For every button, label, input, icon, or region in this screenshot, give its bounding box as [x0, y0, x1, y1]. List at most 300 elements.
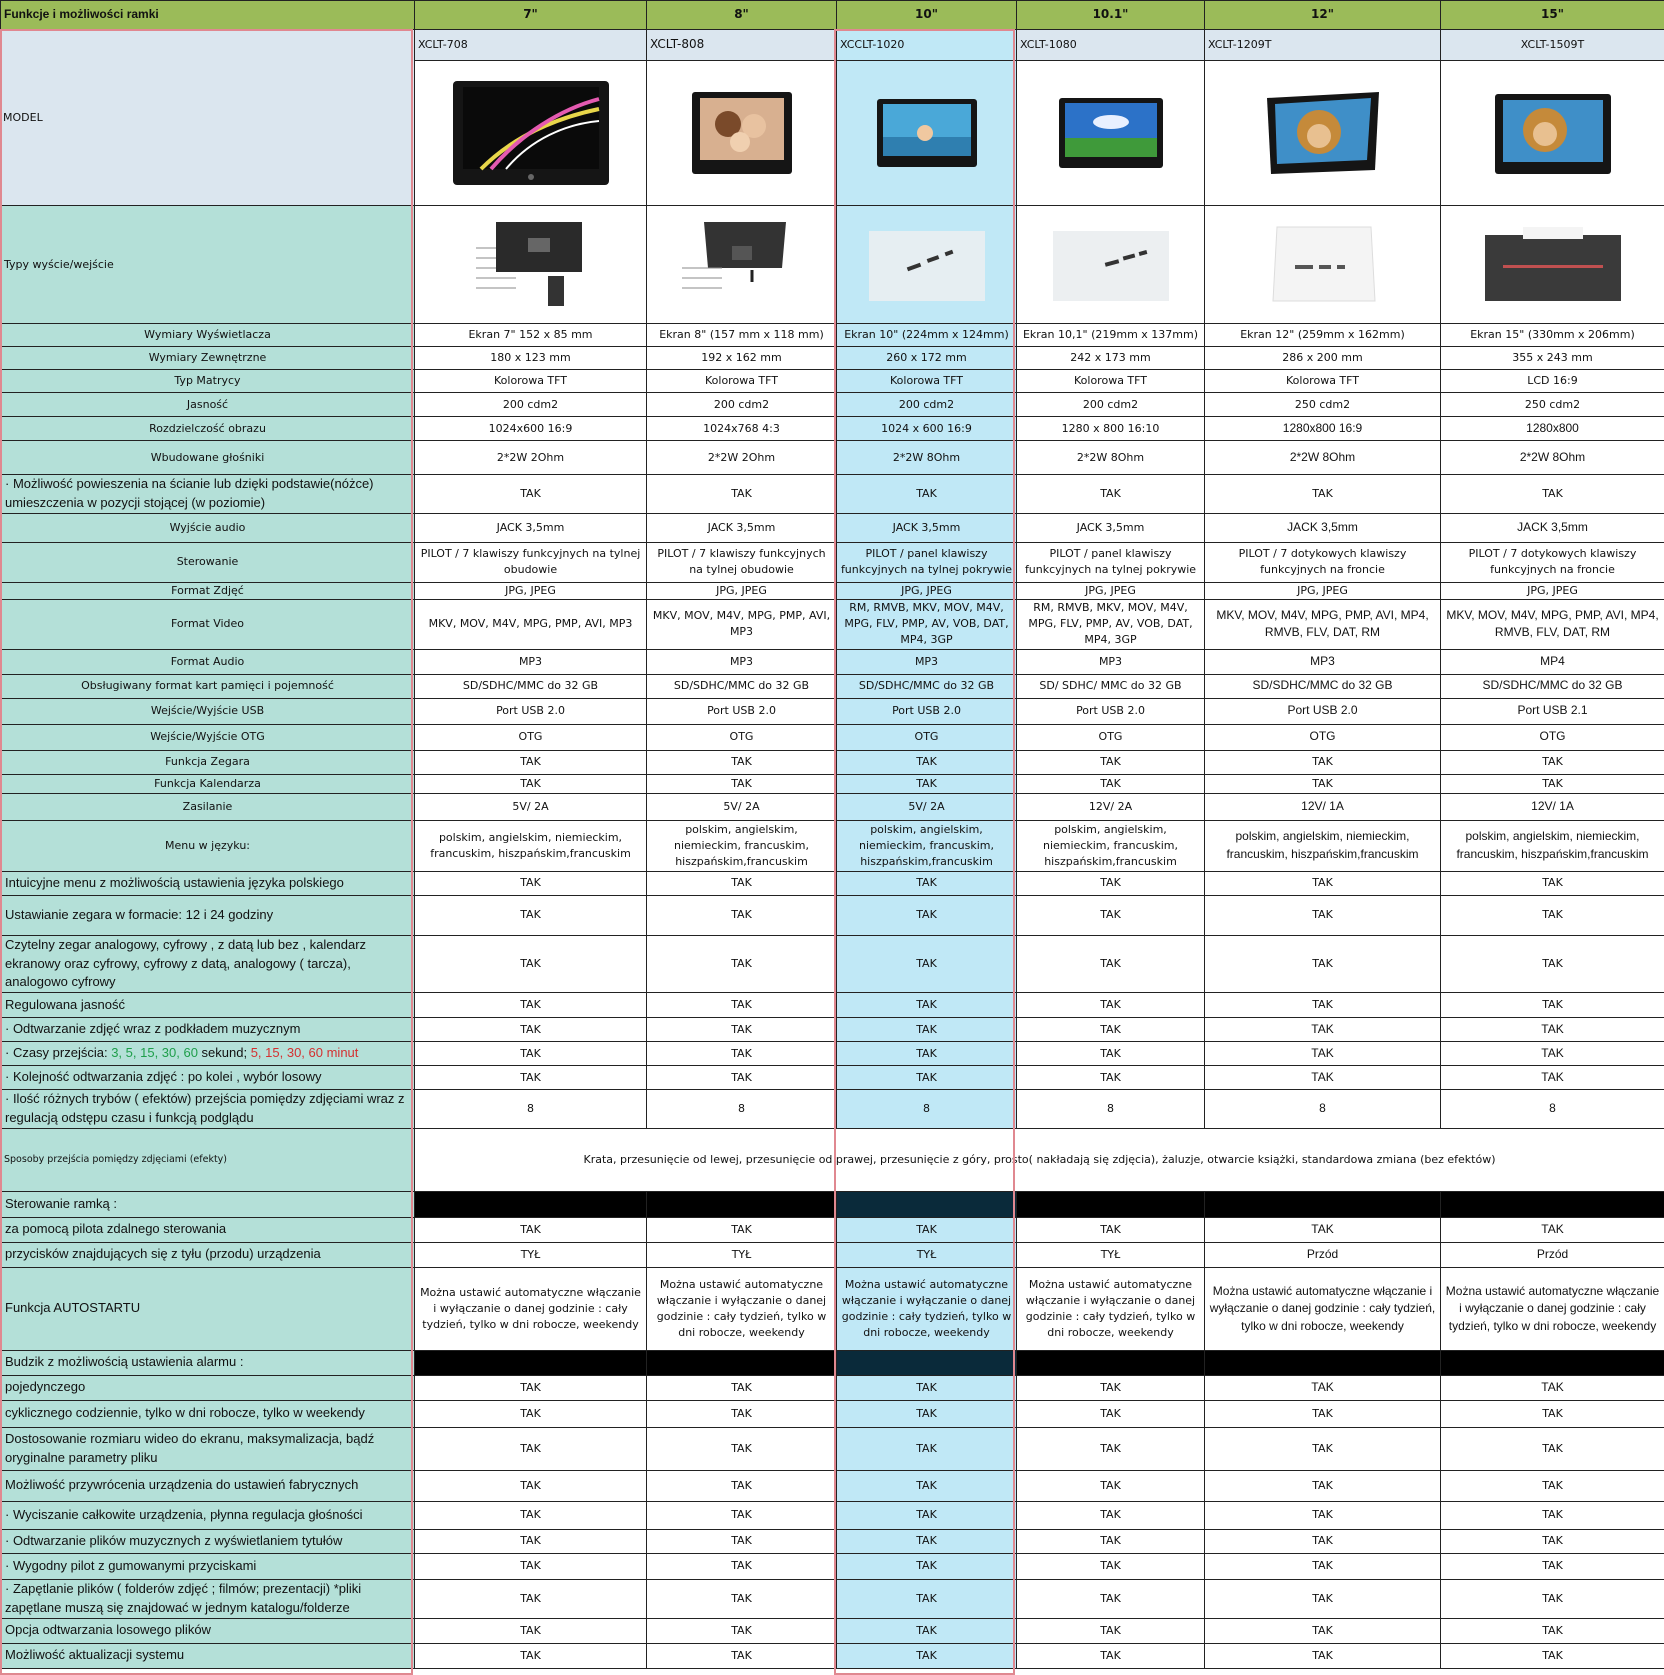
spec-value: TAK — [415, 774, 647, 793]
spec-row — [1, 750, 1664, 774]
spec-value: Ekran 12" (259mm x 162mm) — [1205, 324, 1441, 347]
spec-value: TAK — [1441, 1501, 1664, 1529]
spec-value: TAK — [1017, 1501, 1205, 1529]
spec-label: Wymiary Zewnętrzne — [1, 347, 415, 370]
section-divider-cell — [837, 1350, 1017, 1375]
spec-value: TAK — [1205, 774, 1441, 793]
spec-value: TYŁ — [1017, 1242, 1205, 1267]
spec-value: Można ustawić automatyczne włączanie i wyłączanie o danej godzinie : cały tydzień, tylko w dni robocze, weekendy — [1441, 1267, 1664, 1350]
spec-label: · Odtwarzanie zdjęć wraz z podkładem muzycznym — [1, 1018, 415, 1042]
spec-value: 8 — [1017, 1090, 1205, 1129]
spec-row — [1, 1375, 1664, 1400]
section-divider-cell — [415, 1350, 647, 1375]
spec-value: Można ustawić automatyczne włączanie i wyłączanie o danej godzinie : cały tydzień, tylko w dni robocze, weekendy — [647, 1267, 837, 1350]
spec-value: JACK 3,5mm — [837, 513, 1017, 542]
spec-value: Kolorowa TFT — [1017, 370, 1205, 393]
spec-label: · Zapętlanie plików ( folderów zdjęć ; filmów; prezentacji) *pliki zapętlane muszą się znajdować w jednym katalogu/folderze — [1, 1579, 415, 1618]
spec-value: MP3 — [1017, 649, 1205, 674]
spec-value: Kolorowa TFT — [837, 370, 1017, 393]
spec-value: TAK — [647, 1643, 837, 1668]
spec-value: MP3 — [1205, 649, 1441, 674]
spec-value: 8 — [415, 1090, 647, 1129]
spec-value: TAK — [1205, 1501, 1441, 1529]
spec-value: TAK — [1205, 1042, 1441, 1066]
spec-value: TAK — [647, 475, 837, 514]
spec-value: TAK — [1017, 1529, 1205, 1553]
spec-label: Sterowanie — [1, 542, 415, 582]
spec-value: TAK — [837, 1375, 1017, 1400]
spec-value: 5V/ 2A — [415, 793, 647, 820]
spec-value: RM, RMVB, MKV, MOV, M4V, MPG, FLV, PMP, AV, VOB, DAT, MP4, 3GP — [837, 599, 1017, 649]
spec-value: TAK — [415, 1470, 647, 1501]
spec-label: Wymiary Wyświetlacza — [1, 324, 415, 347]
spec-value: 180 x 123 mm — [415, 347, 647, 370]
spec-value: Kolorowa TFT — [1205, 370, 1441, 393]
spec-row — [1, 1090, 1664, 1129]
spec-value: JPG, JPEG — [415, 582, 647, 599]
spec-value: TAK — [1205, 1400, 1441, 1427]
spec-value: TAK — [415, 1579, 647, 1618]
spec-row — [1, 1267, 1664, 1350]
spec-row — [1, 793, 1664, 820]
frame-photo — [1441, 61, 1664, 206]
spec-row — [1, 393, 1664, 417]
spec-value: Można ustawić automatyczne włączanie i wyłączanie o danej godzinie : cały tydzień, tylko w dni robocze, weekendy — [837, 1267, 1017, 1350]
spec-value: TAK — [1017, 1217, 1205, 1242]
spec-value: Port USB 2.0 — [647, 698, 837, 724]
spec-value: TAK — [1441, 750, 1664, 774]
spec-value: 12V/ 1A — [1205, 793, 1441, 820]
spec-value: MP4 — [1441, 649, 1664, 674]
spec-value: polskim, angielskim, niemieckim, francuskim, hiszpańskim,francuskim — [1205, 820, 1441, 871]
ports-photo — [1017, 206, 1205, 324]
spec-value: TAK — [1441, 1553, 1664, 1579]
spec-value: 8 — [1441, 1090, 1664, 1129]
spec-value: 5V/ 2A — [647, 793, 837, 820]
spec-value: TAK — [1441, 1066, 1664, 1090]
spec-label: Funkcja AUTOSTARTU — [1, 1267, 415, 1350]
spec-row — [1, 820, 1664, 871]
back-panel-7-icon — [476, 218, 586, 312]
spec-value: 2*2W 2Ohm — [415, 441, 647, 475]
size-header: 10.1" — [1017, 1, 1205, 30]
spec-row — [1, 542, 1664, 582]
spec-value: 200 cdm2 — [837, 393, 1017, 417]
spec-value: TAK — [1205, 1553, 1441, 1579]
spec-row — [1, 1579, 1664, 1618]
spec-row — [1, 698, 1664, 724]
spec-row — [1, 674, 1664, 698]
spec-value: Ekran 10,1" (219mm x 137mm) — [1017, 324, 1205, 347]
spec-row — [1, 1643, 1664, 1668]
spec-value: TAK — [1441, 1579, 1664, 1618]
spec-value: TAK — [1205, 475, 1441, 514]
spec-label: · Wygodny pilot z gumowanymi przyciskami — [1, 1553, 415, 1579]
spec-label: Intuicyjne menu z możliwością ustawienia języka polskiego — [1, 871, 415, 895]
spec-row — [1, 1470, 1664, 1501]
spec-label — [1, 1042, 415, 1066]
spec-value: Port USB 2.1 — [1441, 698, 1664, 724]
spec-value: TAK — [415, 1375, 647, 1400]
spec-value: PILOT / 7 dotykowych klawiszy funkcyjnych na froncie — [1205, 542, 1441, 582]
spec-label: Menu w języku: — [1, 820, 415, 871]
spec-value: TAK — [1017, 475, 1205, 514]
spec-row — [1, 895, 1664, 935]
spec-value: TAK — [647, 1066, 837, 1090]
section-divider-cell — [1441, 1191, 1664, 1217]
spec-value: 8 — [837, 1090, 1017, 1129]
frame-photo — [837, 61, 1017, 206]
spec-value: TAK — [647, 1375, 837, 1400]
spec-label: Zasilanie — [1, 793, 415, 820]
spec-value: TAK — [837, 1018, 1017, 1042]
spec-value: TAK — [837, 1501, 1017, 1529]
spec-value: 1024 x 600 16:9 — [837, 417, 1017, 441]
spec-value: TAK — [837, 1217, 1017, 1242]
ports-row — [1, 206, 1664, 324]
spec-value: Przód — [1205, 1242, 1441, 1267]
side-ports-10-icon — [867, 225, 987, 305]
spec-value: JACK 3,5mm — [1441, 513, 1664, 542]
spec-label: cyklicznego codziennie, tylko w dni robocze, tylko w weekendy — [1, 1400, 415, 1427]
spec-value: MKV, MOV, M4V, MPG, PMP, AVI, MP3 — [647, 599, 837, 649]
spec-label: Sterowanie ramką : — [1, 1191, 415, 1217]
spec-value: 2*2W 8Ohm — [1205, 441, 1441, 475]
spec-value: MKV, MOV, M4V, MPG, PMP, AVI, MP4, RMVB, FLV, DAT, RM — [1205, 599, 1441, 649]
spec-value: PILOT / 7 klawiszy funkcyjnych na tylnej obudowie — [415, 542, 647, 582]
model-name: XCCLT-1020 — [837, 30, 1017, 61]
spec-label: Regulowana jasność — [1, 993, 415, 1018]
spec-row — [1, 347, 1664, 370]
spec-value: TAK — [1017, 1042, 1205, 1066]
size-header: 10" — [837, 1, 1017, 30]
spec-value: TAK — [837, 750, 1017, 774]
spec-label: Wejście/Wyjście USB — [1, 698, 415, 724]
spec-value: 355 x 243 mm — [1441, 347, 1664, 370]
spec-value: TAK — [1205, 1018, 1441, 1042]
spec-value: TAK — [837, 1427, 1017, 1470]
spec-value: 12V/ 2A — [1017, 793, 1205, 820]
spec-value: TAK — [1441, 1618, 1664, 1643]
spec-value: TAK — [415, 1400, 647, 1427]
spec-value: TAK — [1017, 1427, 1205, 1470]
spec-value: RM, RMVB, MKV, MOV, M4V, MPG, FLV, PMP, AV, VOB, DAT, MP4, 3GP — [1017, 599, 1205, 649]
frame-photo — [1205, 61, 1441, 206]
ports-photo — [1205, 206, 1441, 324]
spec-value: PILOT / 7 klawiszy funkcyjnych na tylnej obudowie — [647, 542, 837, 582]
spec-value: 1024x768 4:3 — [647, 417, 837, 441]
frame-15-photo — [1493, 90, 1613, 176]
spec-value: TAK — [1017, 895, 1205, 935]
spec-value: LCD 16:9 — [1441, 370, 1664, 393]
spec-value: Ekran 8" (157 mm x 118 mm) — [647, 324, 837, 347]
section-divider-cell — [1017, 1350, 1205, 1375]
model-name: XCLT-1209T — [1205, 30, 1441, 61]
spec-value: TAK — [837, 1470, 1017, 1501]
spec-value: TAK — [837, 1618, 1017, 1643]
spec-value: Ekran 10" (224mm x 124mm) — [837, 324, 1017, 347]
model-label: MODEL — [1, 30, 415, 206]
spec-label: · Odtwarzanie plików muzycznych z wyświetlaniem tytułów — [1, 1529, 415, 1553]
spec-value: Można ustawić automatyczne włączanie i wyłączanie o danej godzinie : cały tydzień, tylko w dni robocze, weekendy — [1017, 1267, 1205, 1350]
spec-row — [1, 324, 1664, 347]
spec-value: TAK — [1205, 871, 1441, 895]
spec-value: TAK — [1441, 1042, 1664, 1066]
spec-row — [1, 1128, 1664, 1191]
spec-value: Ekran 7" 152 x 85 mm — [415, 324, 647, 347]
spec-label: za pomocą pilota zdalnego sterowania — [1, 1217, 415, 1242]
spec-value: 260 x 172 mm — [837, 347, 1017, 370]
spec-value: 1280 x 800 16:10 — [1017, 417, 1205, 441]
spec-row — [1, 1042, 1664, 1066]
spec-value: 2*2W 8Ohm — [837, 441, 1017, 475]
spec-value: TAK — [1205, 1618, 1441, 1643]
spec-value: TAK — [837, 871, 1017, 895]
spec-value: 242 x 173 mm — [1017, 347, 1205, 370]
spec-value-span: Krata, przesunięcie od lewej, przesunięcie od prawej, przesunięcie z góry, prosto( nakładają się zdjęcia), żaluzje, otwarcie książki, standardowa zmiana (bez efektów) — [415, 1128, 1664, 1191]
spec-row — [1, 774, 1664, 793]
spec-value: JACK 3,5mm — [415, 513, 647, 542]
model-name: XCLT-708 — [415, 30, 647, 61]
spec-value: TAK — [647, 1217, 837, 1242]
spec-label: · Możliwość powieszenia na ścianie lub dzięki podstawie(nóżce) umieszczenia w pozycji stojącej (w poziomie) — [1, 475, 415, 514]
spec-value: TAK — [1017, 750, 1205, 774]
spec-label-part: 5, 15, 30, 60 minut — [250, 1045, 359, 1061]
spec-value: OTG — [1205, 724, 1441, 750]
spec-value: TAK — [415, 871, 647, 895]
spec-row — [1, 1191, 1664, 1217]
spec-value: TAK — [415, 1553, 647, 1579]
spec-value: TAK — [647, 1400, 837, 1427]
model-name-row — [1, 30, 1664, 61]
ports-photo — [647, 206, 837, 324]
spec-row — [1, 1427, 1664, 1470]
spec-value: polskim, angielskim, niemieckim, francuskim, hiszpańskim,francuskim — [1441, 820, 1664, 871]
spec-value: 2*2W 8Ohm — [1441, 441, 1664, 475]
spec-value: TAK — [647, 1427, 837, 1470]
spec-value: 250 cdm2 — [1441, 393, 1664, 417]
spec-value: PILOT / panel klawiszy funkcyjnych na tylnej pokrywie — [837, 542, 1017, 582]
spec-value: polskim, angielskim, niemieckim, francuskim, hiszpańskim,francuskim — [415, 820, 647, 871]
spec-value: 250 cdm2 — [1205, 393, 1441, 417]
spec-value: TAK — [1205, 1470, 1441, 1501]
spec-value: TAK — [1205, 1066, 1441, 1090]
frame-8-photo — [690, 90, 794, 176]
header-title: Funkcje i możliwości ramki — [1, 1, 415, 30]
spec-value: polskim, angielskim, niemieckim, francuskim, hiszpańskim,francuskim — [837, 820, 1017, 871]
spec-row — [1, 1217, 1664, 1242]
spec-value: TAK — [1205, 1579, 1441, 1618]
spec-label: Możliwość przywrócenia urządzenia do ustawień fabrycznych — [1, 1470, 415, 1501]
spec-value: polskim, angielskim, niemieckim, francuskim, hiszpańskim,francuskim — [647, 820, 837, 871]
spec-label: Wyjście audio — [1, 513, 415, 542]
spec-value: TAK — [647, 871, 837, 895]
spec-value: polskim, angielskim, niemieckim, francuskim, hiszpańskim,francuskim — [1017, 820, 1205, 871]
spec-row — [1, 649, 1664, 674]
spec-value: TAK — [1017, 774, 1205, 793]
spec-value: 12V/ 1A — [1441, 793, 1664, 820]
spec-row — [1, 513, 1664, 542]
spec-value: TAK — [1017, 1470, 1205, 1501]
size-header: 7" — [415, 1, 647, 30]
spec-row — [1, 441, 1664, 475]
spec-value: TAK — [415, 993, 647, 1018]
spec-row — [1, 1529, 1664, 1553]
spec-label: Format Zdjęć — [1, 582, 415, 599]
spec-label: Funkcja Zegara — [1, 750, 415, 774]
bottom-ports-15-icon — [1483, 225, 1623, 305]
bottom-ports-12-icon — [1263, 225, 1383, 305]
frame-12-photo — [1263, 90, 1383, 176]
spec-value: TAK — [415, 895, 647, 935]
spec-value: SD/SDHC/MMC do 32 GB — [415, 674, 647, 698]
spec-value: 1280x800 16:9 — [1205, 417, 1441, 441]
spec-value: 286 x 200 mm — [1205, 347, 1441, 370]
model-name: XCLT-1080 — [1017, 30, 1205, 61]
spec-row — [1, 724, 1664, 750]
spec-value: TAK — [1017, 1579, 1205, 1618]
frame-photo — [415, 61, 647, 206]
spec-label-part: 3, 5, 15, 30, 60 — [111, 1045, 198, 1061]
spec-label: Rozdzielczość obrazu — [1, 417, 415, 441]
spec-value: TAK — [1017, 871, 1205, 895]
spec-value: TAK — [647, 774, 837, 793]
section-divider-cell — [647, 1350, 837, 1375]
spec-value: TAK — [415, 935, 647, 993]
spec-value: TAK — [1017, 935, 1205, 993]
spec-label: Typ Matrycy — [1, 370, 415, 393]
spec-label: Ustawianie zegara w formacie: 12 i 24 godziny — [1, 895, 415, 935]
spec-value: TAK — [1441, 1643, 1664, 1668]
spec-row — [1, 1553, 1664, 1579]
spec-row — [1, 1066, 1664, 1090]
spec-value: MP3 — [837, 649, 1017, 674]
spec-value: JPG, JPEG — [1017, 582, 1205, 599]
spec-value: TAK — [1017, 1066, 1205, 1090]
spec-value: Kolorowa TFT — [647, 370, 837, 393]
spec-row — [1, 1400, 1664, 1427]
spec-value: TAK — [1017, 1375, 1205, 1400]
spec-value: Port USB 2.0 — [1017, 698, 1205, 724]
spec-value: 200 cdm2 — [1017, 393, 1205, 417]
spec-value: JPG, JPEG — [647, 582, 837, 599]
spec-value: TAK — [837, 1553, 1017, 1579]
spec-label: Wejście/Wyjście OTG — [1, 724, 415, 750]
spec-value: Można ustawić automatyczne włączanie i wyłączanie o danej godzinie : cały tydzień, tylko w dni robocze, weekendy — [1205, 1267, 1441, 1350]
section-divider-cell — [1441, 1350, 1664, 1375]
spec-value: 192 x 162 mm — [647, 347, 837, 370]
spec-value: TAK — [415, 1066, 647, 1090]
spec-value: TAK — [1205, 1217, 1441, 1242]
spec-value: OTG — [415, 724, 647, 750]
spec-label: Format Video — [1, 599, 415, 649]
size-header: 8" — [647, 1, 837, 30]
spec-value: OTG — [647, 724, 837, 750]
spec-value: TAK — [647, 1529, 837, 1553]
spec-row — [1, 1350, 1664, 1375]
spec-row — [1, 993, 1664, 1018]
spec-value: TAK — [1441, 1529, 1664, 1553]
frame-10-photo — [875, 97, 979, 169]
spec-value: TAK — [1017, 1018, 1205, 1042]
spec-row — [1, 1618, 1664, 1643]
spec-value: TAK — [647, 895, 837, 935]
spec-value: JPG, JPEG — [1205, 582, 1441, 599]
spec-value: PILOT / panel klawiszy funkcyjnych na tylnej pokrywie — [1017, 542, 1205, 582]
spec-value: TAK — [415, 475, 647, 514]
spec-value: 2*2W 8Ohm — [1017, 441, 1205, 475]
section-divider-cell — [1205, 1191, 1441, 1217]
spec-value: TAK — [1441, 1375, 1664, 1400]
spec-value: Kolorowa TFT — [415, 370, 647, 393]
spec-value: TAK — [1205, 993, 1441, 1018]
spec-value: TAK — [837, 475, 1017, 514]
spec-value: JACK 3,5mm — [1017, 513, 1205, 542]
spec-value: Ekran 15" (330mm x 206mm) — [1441, 324, 1664, 347]
section-divider-cell — [1205, 1350, 1441, 1375]
spec-value: TAK — [1441, 895, 1664, 935]
spec-value: SD/SDHC/MMC do 32 GB — [1205, 674, 1441, 698]
spec-value: TAK — [1441, 1018, 1664, 1042]
spec-value: MKV, MOV, M4V, MPG, PMP, AVI, MP4, RMVB, FLV, DAT, RM — [1441, 599, 1664, 649]
spec-value: TAK — [837, 774, 1017, 793]
spec-value: TAK — [1205, 1529, 1441, 1553]
spec-row — [1, 1242, 1664, 1267]
spec-value: TAK — [415, 1042, 647, 1066]
spec-label: · Wyciszanie całkowite urządzenia, płynna regulacja głośności — [1, 1501, 415, 1529]
spec-value: TAK — [837, 1066, 1017, 1090]
spec-value: JACK 3,5mm — [1205, 513, 1441, 542]
spec-value: TYŁ — [837, 1242, 1017, 1267]
back-panel-8-icon — [682, 218, 802, 312]
spec-value: OTG — [1017, 724, 1205, 750]
spec-value: TAK — [1205, 1643, 1441, 1668]
spec-value: TAK — [837, 1042, 1017, 1066]
spec-value: TAK — [1441, 935, 1664, 993]
spec-value: MKV, MOV, M4V, MPG, PMP, AVI, MP3 — [415, 599, 647, 649]
size-header: 12" — [1205, 1, 1441, 30]
spec-value: 200 cdm2 — [415, 393, 647, 417]
model-name: XCLT-808 — [647, 30, 837, 61]
spec-row — [1, 370, 1664, 393]
spec-label: Sposoby przejścia pomiędzy zdjęciami (efekty) — [1, 1128, 415, 1191]
spec-row — [1, 582, 1664, 599]
spec-value: TAK — [1441, 1400, 1664, 1427]
spec-value: Port USB 2.0 — [415, 698, 647, 724]
spec-value: 5V/ 2A — [837, 793, 1017, 820]
section-divider-cell — [647, 1191, 837, 1217]
spec-label: Czytelny zegar analogowy, cyfrowy , z datą lub bez , kalendarz ekranowy oraz cyfrowy, cyfrowy z datą, analogowy ( tarcza), analogowo cyfrowy — [1, 935, 415, 993]
spec-value: TAK — [647, 935, 837, 993]
spec-value: TAK — [647, 1042, 837, 1066]
spec-value: TAK — [1017, 993, 1205, 1018]
spec-value: TAK — [415, 750, 647, 774]
spec-value: SD/SDHC/MMC do 32 GB — [837, 674, 1017, 698]
spec-value: 8 — [647, 1090, 837, 1129]
spec-row — [1, 935, 1664, 993]
spec-value: OTG — [1441, 724, 1664, 750]
spec-value: TYŁ — [647, 1242, 837, 1267]
spec-value: TAK — [1017, 1553, 1205, 1579]
spec-value: TAK — [1205, 935, 1441, 993]
ports-photo — [1441, 206, 1664, 324]
spec-value: TAK — [837, 1579, 1017, 1618]
spec-row — [1, 871, 1664, 895]
spec-label: · Kolejność odtwarzania zdjęć : po kolei , wybór losowy — [1, 1066, 415, 1090]
spec-value: TAK — [1441, 993, 1664, 1018]
frame-photo — [1017, 61, 1205, 206]
spec-value: 200 cdm2 — [647, 393, 837, 417]
